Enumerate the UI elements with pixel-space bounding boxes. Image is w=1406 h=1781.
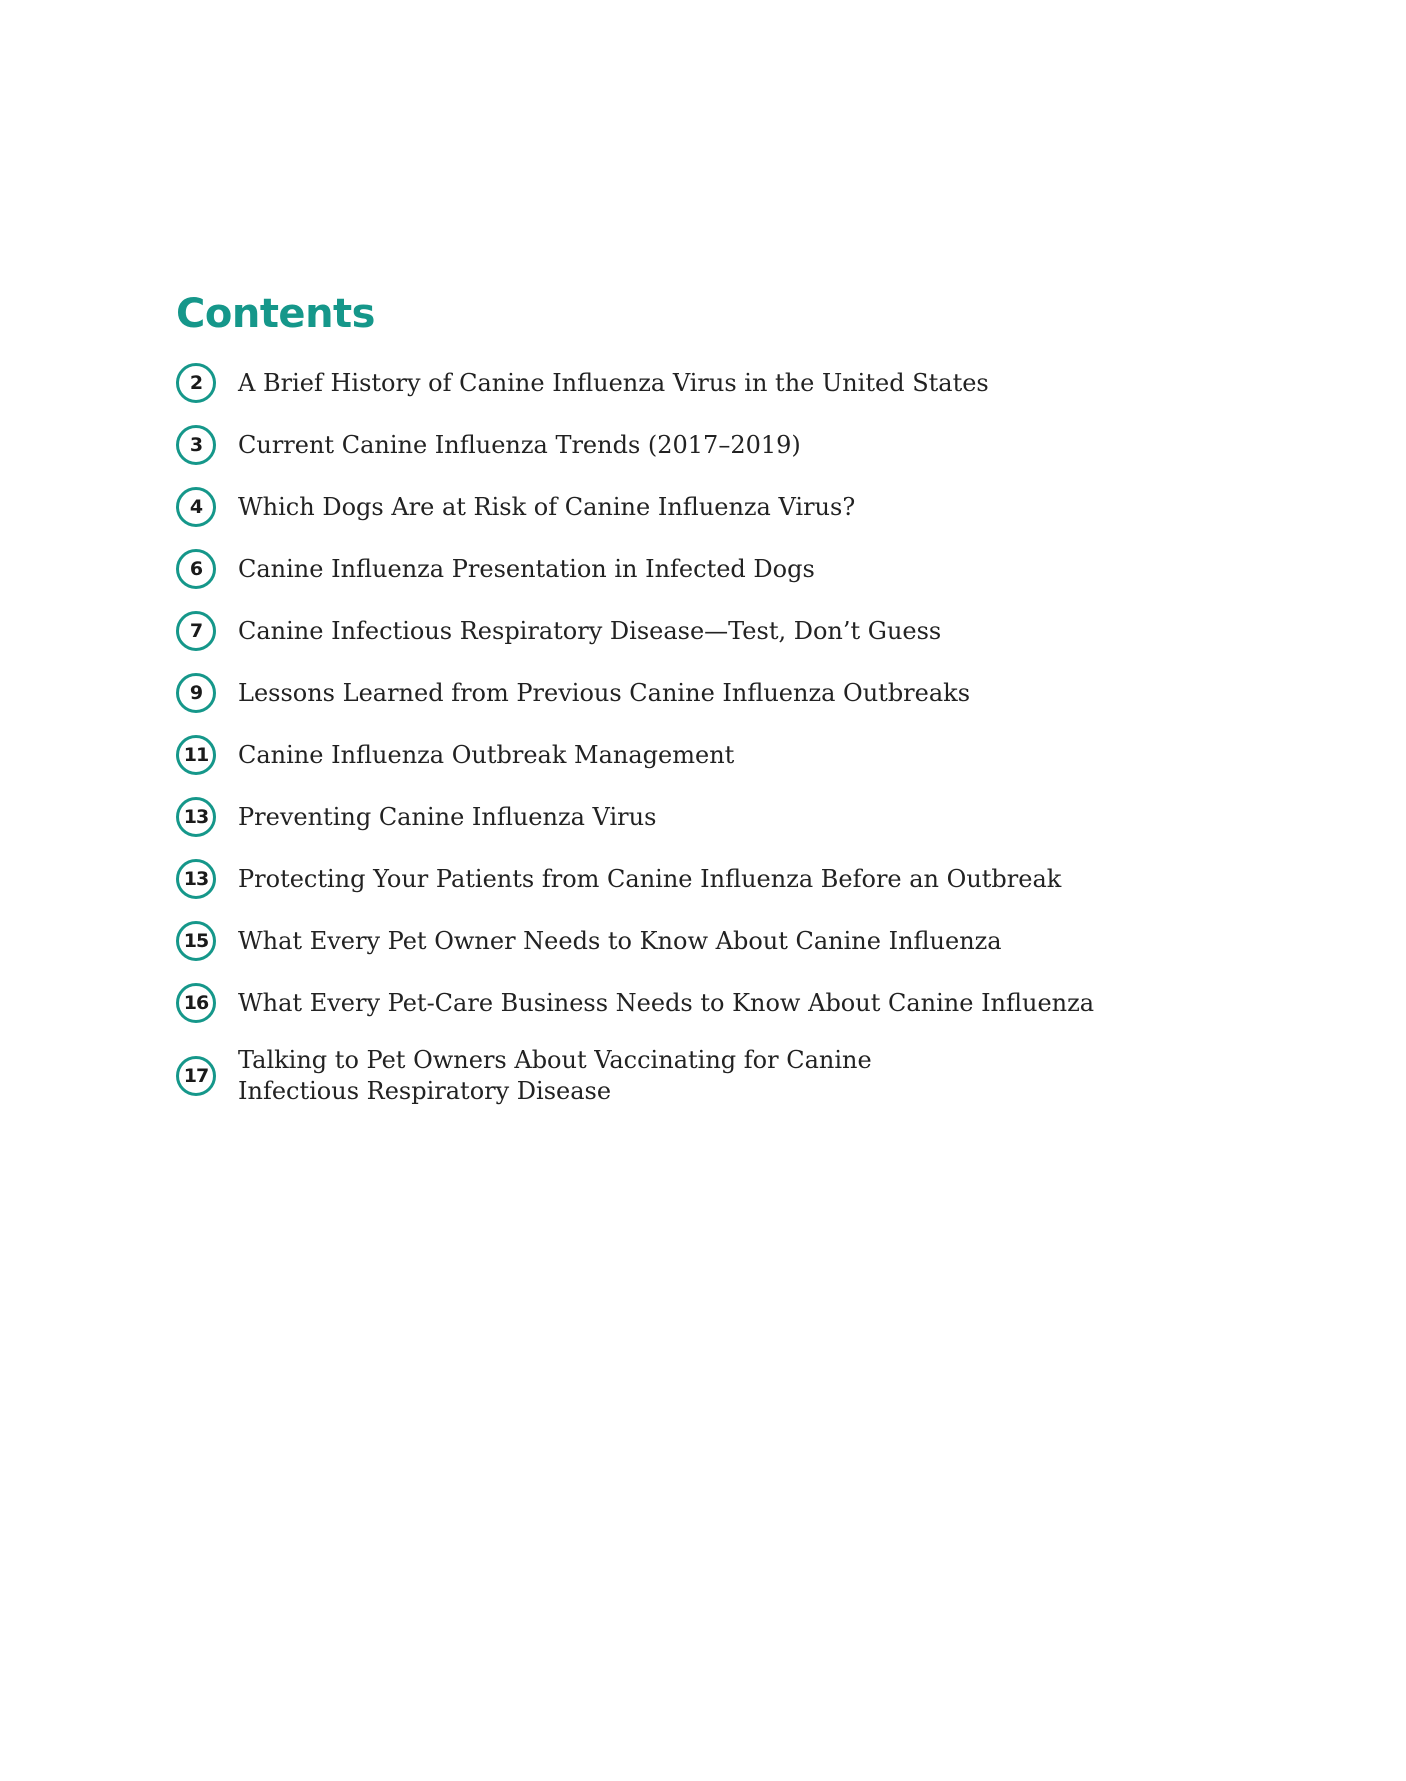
- contents-heading: Contents: [176, 291, 375, 337]
- toc-entry[interactable]: [176, 981, 1176, 1025]
- toc-entry[interactable]: [176, 485, 1176, 529]
- page-number-badge: 4: [176, 487, 216, 527]
- toc-entry-title: Talking to Pet Owners About Vaccinating for Canine Infectious Respiratory Disease: [238, 1046, 872, 1105]
- toc-entry[interactable]: [176, 1043, 1176, 1109]
- toc-entry[interactable]: [176, 361, 1176, 405]
- page-number-badge: 13: [176, 797, 216, 837]
- toc-entry[interactable]: [176, 547, 1176, 591]
- toc-entry-title: Current Canine Influenza Trends (2017–2019): [238, 430, 801, 459]
- toc-entry[interactable]: [176, 857, 1176, 901]
- page-number-badge: 15: [176, 921, 216, 961]
- table-of-contents: [176, 361, 1176, 1127]
- toc-entry[interactable]: [176, 733, 1176, 777]
- toc-entry-title: Protecting Your Patients from Canine Influenza Before an Outbreak: [238, 864, 1062, 893]
- toc-entry-title: Canine Influenza Presentation in Infected Dogs: [238, 554, 815, 583]
- page-number-badge: 9: [176, 673, 216, 713]
- page-number-badge: 16: [176, 983, 216, 1023]
- toc-entry[interactable]: [176, 919, 1176, 963]
- toc-entry-title: Canine Influenza Outbreak Management: [238, 740, 735, 769]
- toc-entry[interactable]: [176, 423, 1176, 467]
- page-number-badge: 2: [176, 363, 216, 403]
- page-number-badge: 6: [176, 549, 216, 589]
- page-number-badge: 11: [176, 735, 216, 775]
- toc-entry[interactable]: [176, 795, 1176, 839]
- toc-entry-title: Which Dogs Are at Risk of Canine Influenza Virus?: [238, 492, 856, 521]
- toc-entry-title: A Brief History of Canine Influenza Virus in the United States: [238, 368, 989, 397]
- page-number-badge: 13: [176, 859, 216, 899]
- toc-entry[interactable]: [176, 609, 1176, 653]
- page-number-badge: 3: [176, 425, 216, 465]
- toc-entry[interactable]: [176, 671, 1176, 715]
- toc-entry-title: What Every Pet Owner Needs to Know About Canine Influenza: [238, 926, 1002, 955]
- toc-entry-title: Canine Infectious Respiratory Disease—Test, Don’t Guess: [238, 616, 942, 645]
- toc-entry-title: Preventing Canine Influenza Virus: [238, 802, 657, 831]
- page-number-badge: 7: [176, 611, 216, 651]
- toc-entry-title: What Every Pet-Care Business Needs to Know About Canine Influenza: [238, 988, 1095, 1017]
- toc-entry-title: Lessons Learned from Previous Canine Influenza Outbreaks: [238, 678, 971, 707]
- page-number-badge: 17: [176, 1056, 216, 1096]
